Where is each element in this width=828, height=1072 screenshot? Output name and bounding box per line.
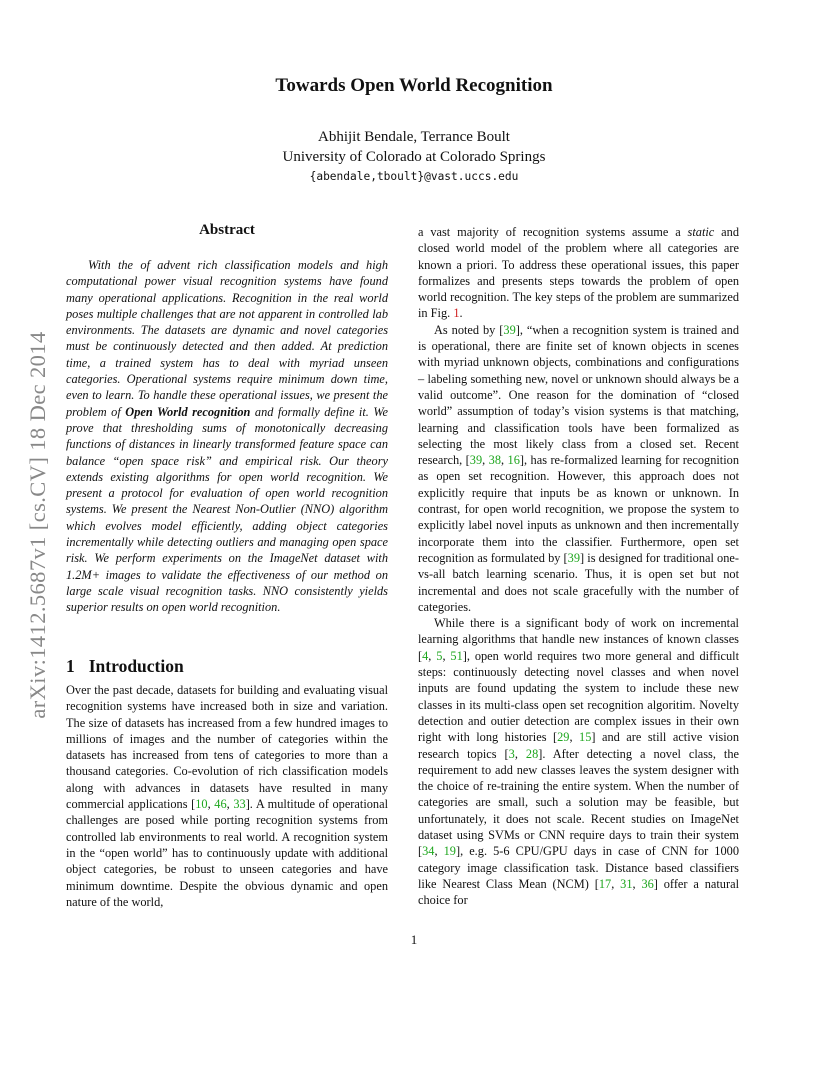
citation-link[interactable]: 38	[488, 453, 501, 468]
citation-link[interactable]: 4	[422, 648, 429, 663]
abstract-text: and formally define it. We prove that thresholding sums of monotonically decreasing functions of distances in linearly transformed feature space can balance “open space risk” and empirical risk. Our theory extends existing algorithms for open world recognition. We present a protocol for evaluation of open world recognition systems. We present the Nearest Non-Outlier (NNO) algorithm which evolves model efficiently, adding object categories incrementally while detecting outliers and managing open space risk. We perform experiments on the ImageNet dataset with 1.2M+ images to validate the effectiveness of our method on large scale visual recognition tasks. NNO consistently yields superior results on open world recognition.	[66, 404, 388, 615]
citation-link[interactable]: 3	[508, 746, 515, 761]
body-text: ]. After detecting a novel class, the requirement to add new classes leaves the system designer with the choice of re-training the entire system. When the number of categories are small, such a solution may be feasible, but unfortunately, it does not scale. Recent studies on ImageNet dataset using SVMs or CNN require days to train their system [	[418, 746, 739, 859]
author-list: Abhijit Bendale, Terrance Boult	[318, 129, 510, 145]
citation-link[interactable]: 33	[233, 797, 246, 812]
body-text: ] is designed for traditional one-vs-all batch learning scenario. Thus, it is open set but not incremental and does not scale gracefully with the number of categories.	[418, 550, 739, 614]
section-title: Introduction	[88, 656, 184, 676]
citation-link[interactable]: 5	[436, 648, 443, 663]
body-paragraph: As noted by [39], “when a recognition system is trained and is operational, there are finite set of known objects in scenes with myriad unknown objects, combinations and configurations – labeling something new, novel or unknown should always be a valid outcome”. One reason for the domination of “closed world” assumption of today’s vision systems is that matching, learning and classification tools have been formalized as selecting the most likely class from a closed set. Recent research, [39, 38, 16], has re-formalized learning for recognition as open set recognition. However, this approach does not explicitly require that inputs be as known or unknown. In contrast, for open world recognition, we propose the system to explicitly label novel inputs as unknown and then incrementally incorporate them into the classifier. Furthermore, open set recognition as formulated by [39] is designed for traditional one-vs-all batch learning scenario. Thus, it is open set but not incremental and does not scale gracefully with the number of categories.	[418, 322, 740, 614]
body-text: ] offer a natural choice for	[418, 876, 739, 908]
body-text: ], has re-formalized learning for recognition as open set recognition. However, this approach does not explicitly require that inputs be as known or unknown. In contrast, for open world recognition, we propose the system to explicitly label novel inputs as unknown and then incrementally incorporate them into the classifier. Furthermore, open set recognition as formulated by [	[418, 453, 740, 565]
citation-link[interactable]: 51	[450, 648, 463, 663]
paper-title: Towards Open World Recognition	[275, 75, 553, 96]
citation-link[interactable]: 31	[620, 876, 633, 891]
author-email: {abendale,tboult}@vast.uccs.edu	[309, 170, 519, 183]
citation-link[interactable]: 16	[507, 453, 520, 468]
arxiv-stamp	[22, 290, 54, 760]
citation-link[interactable]: 39	[503, 322, 516, 337]
body-paragraph: While there is a significant body of work on incremental learning algorithms that handle new instances of known classes [4, 5, 51], open world requires two more general and difficult steps: continuously detecting novel classes and when novel inputs are found updating the system to include these new classes in its multi-class open set recognition algoritim. Novelty detection and outier detection are complex issues in their own right with long histories [29, 15] and are still active vision research topics [3, 28]. After detecting a novel class, the requirement to add new classes leaves the system designer with the choice of re-training the entire system. When the number of categories are small, such a solution may be feasible, but unfortunately, it does not scale. Recent studies on ImageNet dataset using SVMs or CNN require days to train their system [34, 19], e.g. 5-6 CPU/GPU days in case of CNN for 1000 category image classification task. Distance based classifiers like Nearest Class Mean (NCM) [17, 31, 36] offer a natural choice for	[418, 616, 740, 908]
body-text: ], e.g. 5-6 CPU/GPU days in case of CNN for 1000 category image classification task. Distance based classifiers like Nearest Class Mean (NCM) [	[418, 844, 739, 891]
abstract-emphasis: Open World recognition	[125, 404, 251, 419]
citation-link[interactable]: 39	[567, 550, 581, 565]
citation-link[interactable]: 39	[469, 453, 483, 468]
page-number: 1	[410, 932, 418, 947]
body-text: a vast majority of recognition systems assume a	[418, 225, 688, 239]
figure-link[interactable]: 1	[453, 306, 460, 321]
abstract-text: With the of advent rich classification models and high computational power visual recognition systems have found many operational applications. Recognition in the real world poses multiple challenges that are not apparent in controlled lab environments. The datasets are dynamic and novel categories must be continuously detected and then added. At prediction time, a trained system has to deal with myriad unseen categories. Operational systems require minimum down time, even to learn. To handle these operational issues, we present the problem of	[66, 258, 388, 419]
citation-link[interactable]: 15	[579, 730, 592, 745]
citation-link[interactable]: 36	[641, 876, 654, 891]
citation-link[interactable]: 10	[195, 797, 208, 812]
emphasis-text: static	[687, 225, 715, 239]
body-text: ]. A multitude of operational challenges are posed while porting recognition systems from controlled lab environments to real world. A recognition system in the “open world” has to continuously update with additional object categories, be robust to unseen categories and have minimum downtime. Despite the obvious dynamic and open nature of the world,	[66, 797, 389, 909]
citation-link[interactable]: 19	[443, 844, 456, 859]
body-text: .	[459, 306, 463, 321]
citation-link[interactable]: 28	[525, 746, 539, 761]
body-text: While there is a significant body of work on incremental learning algorithms that handle new instances of known classes [	[418, 616, 739, 663]
body-text: ], open world requires two more general and difficult steps: continuously detecting novel classes and when novel inputs are found updating the system to include these new classes in its multi-class open set recognition algoritim. Novelty detection and outier detection are complex issues in their own right with long histories [	[418, 648, 740, 745]
right-column	[418, 224, 739, 908]
affiliation: University of Colorado at Colorado Springs	[282, 149, 546, 165]
citation-link[interactable]: 34	[422, 844, 435, 859]
body-text: ] and are still active vision research topics [	[418, 730, 739, 761]
abstract-body	[66, 257, 388, 616]
citation-link[interactable]: 17	[598, 876, 612, 891]
citation-link[interactable]: 46	[214, 797, 227, 812]
body-text: Over the past decade, datasets for building and evaluating visual recognition systems have increased both in size and variation. The size of datasets has increased from a few hundred images to millions of images and the number of categories within the datasets has increased from tens of categories to more than a thousand categories. Co-evolution of rich classification models along with advances in datasets have resulted in many commercial applications [	[66, 683, 388, 812]
section-number: 1	[66, 656, 75, 676]
arxiv-id: arXiv:1412.5687v1 [cs.CV] 18 Dec 2014	[25, 331, 50, 719]
abstract-heading: Abstract	[199, 222, 255, 238]
body-paragraph	[418, 224, 739, 322]
intro-paragraph: Over the past decade, datasets for building and evaluating visual recognition systems have increased both in size and variation. The size of datasets has increased from a few hundred images to millions of images and the number of categories within the datasets has increased from tens of categories to more than a thousand categories. Co-evolution of rich classification models along with advances in datasets have resulted in many commercial applications [10, 46, 33]. A multitude of operational challenges are posed while porting recognition systems from controlled lab environments to real world. A recognition system in the “open world” has to continuously update with additional object categories, be robust to unseen categories and have minimum downtime. Despite the obvious dynamic and open nature of the world,	[66, 683, 389, 909]
citation-link[interactable]: 29	[557, 730, 570, 745]
body-text: As noted by [	[434, 322, 504, 337]
body-text: ], “when a recognition system is trained and is operational, there are finite set of known objects in scenes with myriad unknown objects, combinations and configurations – labeling something new, novel or unknown should always be a valid outcome”. One reason for the domination of “closed world” assumption of today’s vision systems is that matching, learning and classification tools have been formalized as selecting the most likely class from a closed set. Recent research, [	[418, 322, 740, 468]
body-text: and closed world model of the problem where all categories are known a priori. To address these operational issues, this paper formalizes and presents steps towards the problem of open world recognition. The key steps of the problem are summarized in Fig.	[418, 225, 739, 321]
section-heading-introduction	[66, 656, 184, 677]
